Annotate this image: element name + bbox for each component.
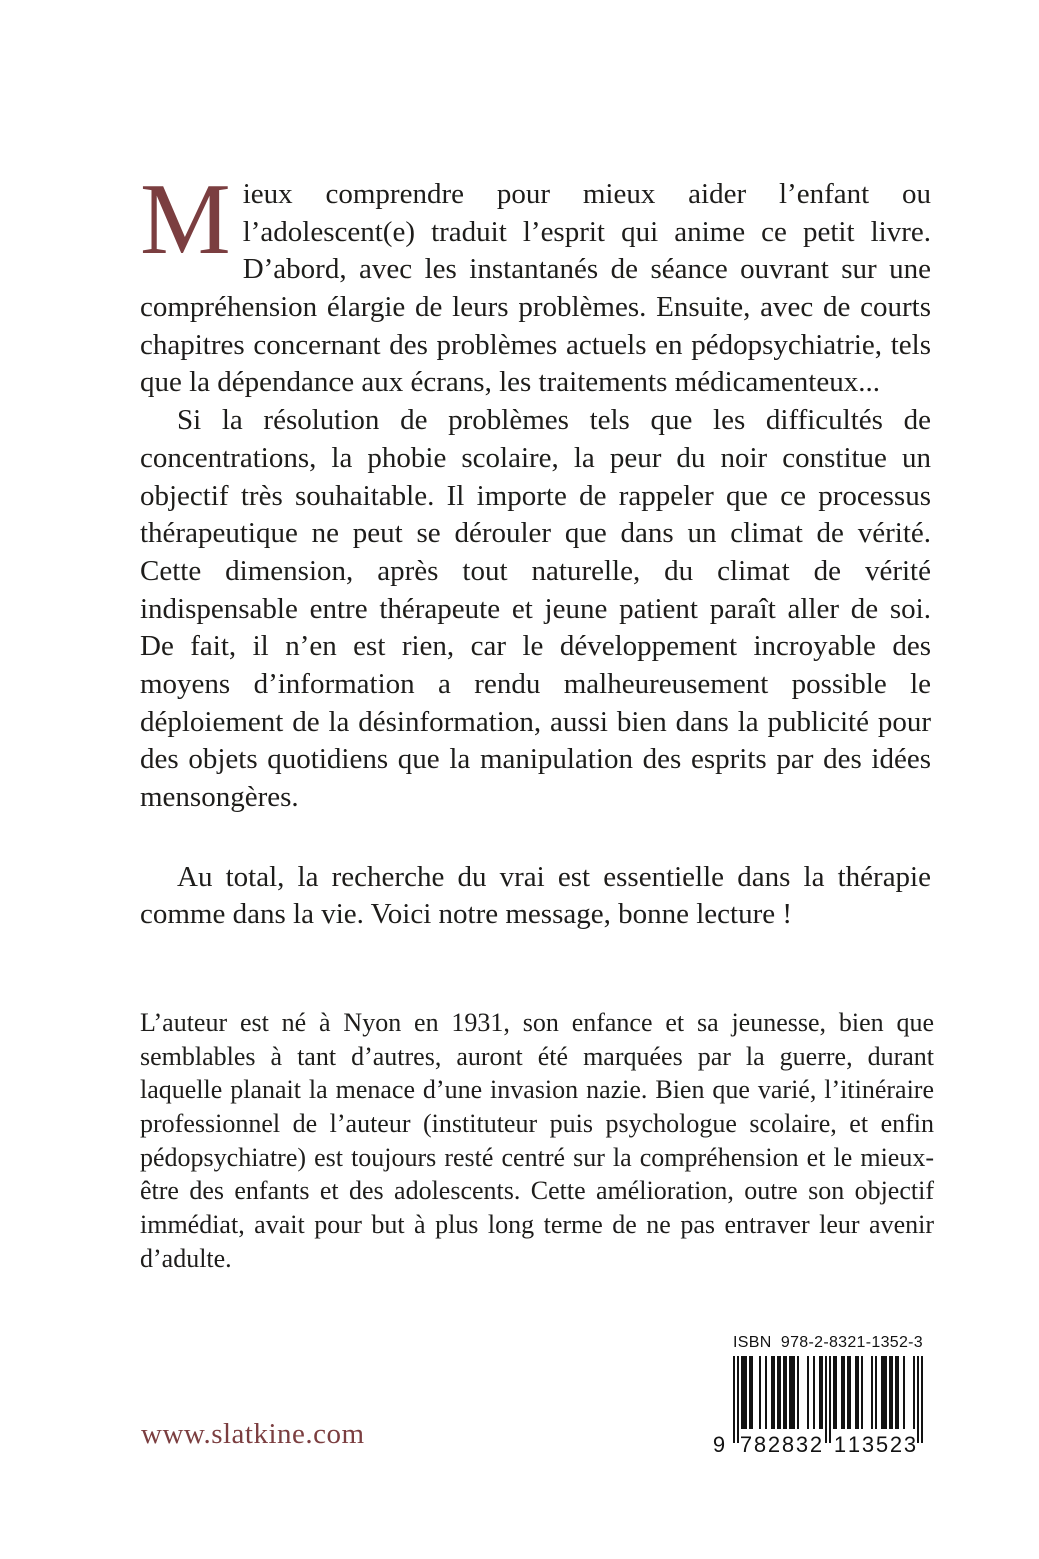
svg-text:5: 5 — [875, 1432, 889, 1453]
blurb-block — [140, 163, 931, 934]
blurb-paragraph-3: Au total, la recherche du vrai est essentielle dans la thérapie comme dans la vie. Voici notre message, bonne lecture ! — [140, 860, 931, 931]
svg-text:3: 3 — [903, 1432, 917, 1453]
svg-text:3: 3 — [861, 1432, 875, 1453]
isbn-line — [733, 1334, 923, 1352]
ean13-barcode — [707, 1356, 923, 1453]
svg-text:9: 9 — [712, 1432, 726, 1453]
svg-text:2: 2 — [889, 1432, 903, 1453]
svg-text:3: 3 — [795, 1432, 809, 1453]
isbn-number: 978-2-8321-1352-3 — [780, 1334, 923, 1351]
isbn-barcode-block — [707, 1334, 923, 1453]
isbn-label: ISBN — [733, 1334, 772, 1351]
svg-text:2: 2 — [767, 1432, 781, 1453]
svg-text:2: 2 — [809, 1432, 823, 1453]
svg-text:1: 1 — [847, 1432, 861, 1453]
blurb-paragraph-1-text: ieux comprendre pour mieux aider l’enfant ou l’adolescent(e) traduit l’esprit qui anime ce petit livre. D’abord, avec les instantanés de séance ouvrant sur une compréhension élargie de leurs problèmes. Ensuite, avec de courts chapitres concernant des problèmes actuels en pédopsychiatrie, tels que la dépendance aux écrans, les traitements médicamenteux... — [140, 178, 931, 399]
drop-cap-letter: M — [140, 163, 231, 276]
svg-text:8: 8 — [753, 1432, 767, 1453]
blurb-paragraph-2: Si la résolution de problèmes tels que les difficultés de concentrations, la phobie scolaire, la peur du noir constitue un objectif très souhaitable. Il importe de rappeler que ce processus thérapeutique ne peut se dérouler que dans un climat de vérité. Cette dimension, après tout naturelle, du climat de vérité indispensable entre thérapeute et jeune patient paraît aller de soi. De fait, il n’en est rien, car le développement incroyable des moyens d’information a rendu malheureusement possible le déploiement de la désinformation, aussi bien dans la publicité pour des objets quotidiens que la manipulation des esprits par des idées mensongères. — [140, 404, 931, 813]
author-bio: L’auteur est né à Nyon en 1931, son enfance et sa jeunesse, bien que semblables à tant d’autres, auront été marquées par la guerre, durant laquelle planait la menace d’une invasion nazie. Bien que varié, l’itinéraire professionnel de l’auteur (instituteur puis psychologue scolaire, et enfin pédopsychiatre) est toujours resté centré sur la compréhension et le mieux-être des enfants et des adolescents. Cette amélioration, outre son objectif immédiat, avait pour but à plus long terme de ne pas entraver leur avenir d’adulte. — [140, 1008, 934, 1273]
svg-text:7: 7 — [739, 1432, 753, 1453]
blurb-paragraph-1 — [140, 163, 931, 402]
svg-text:8: 8 — [781, 1432, 795, 1453]
publisher-website: www.slatkine.com — [141, 1418, 365, 1450]
svg-text:1: 1 — [833, 1432, 847, 1453]
